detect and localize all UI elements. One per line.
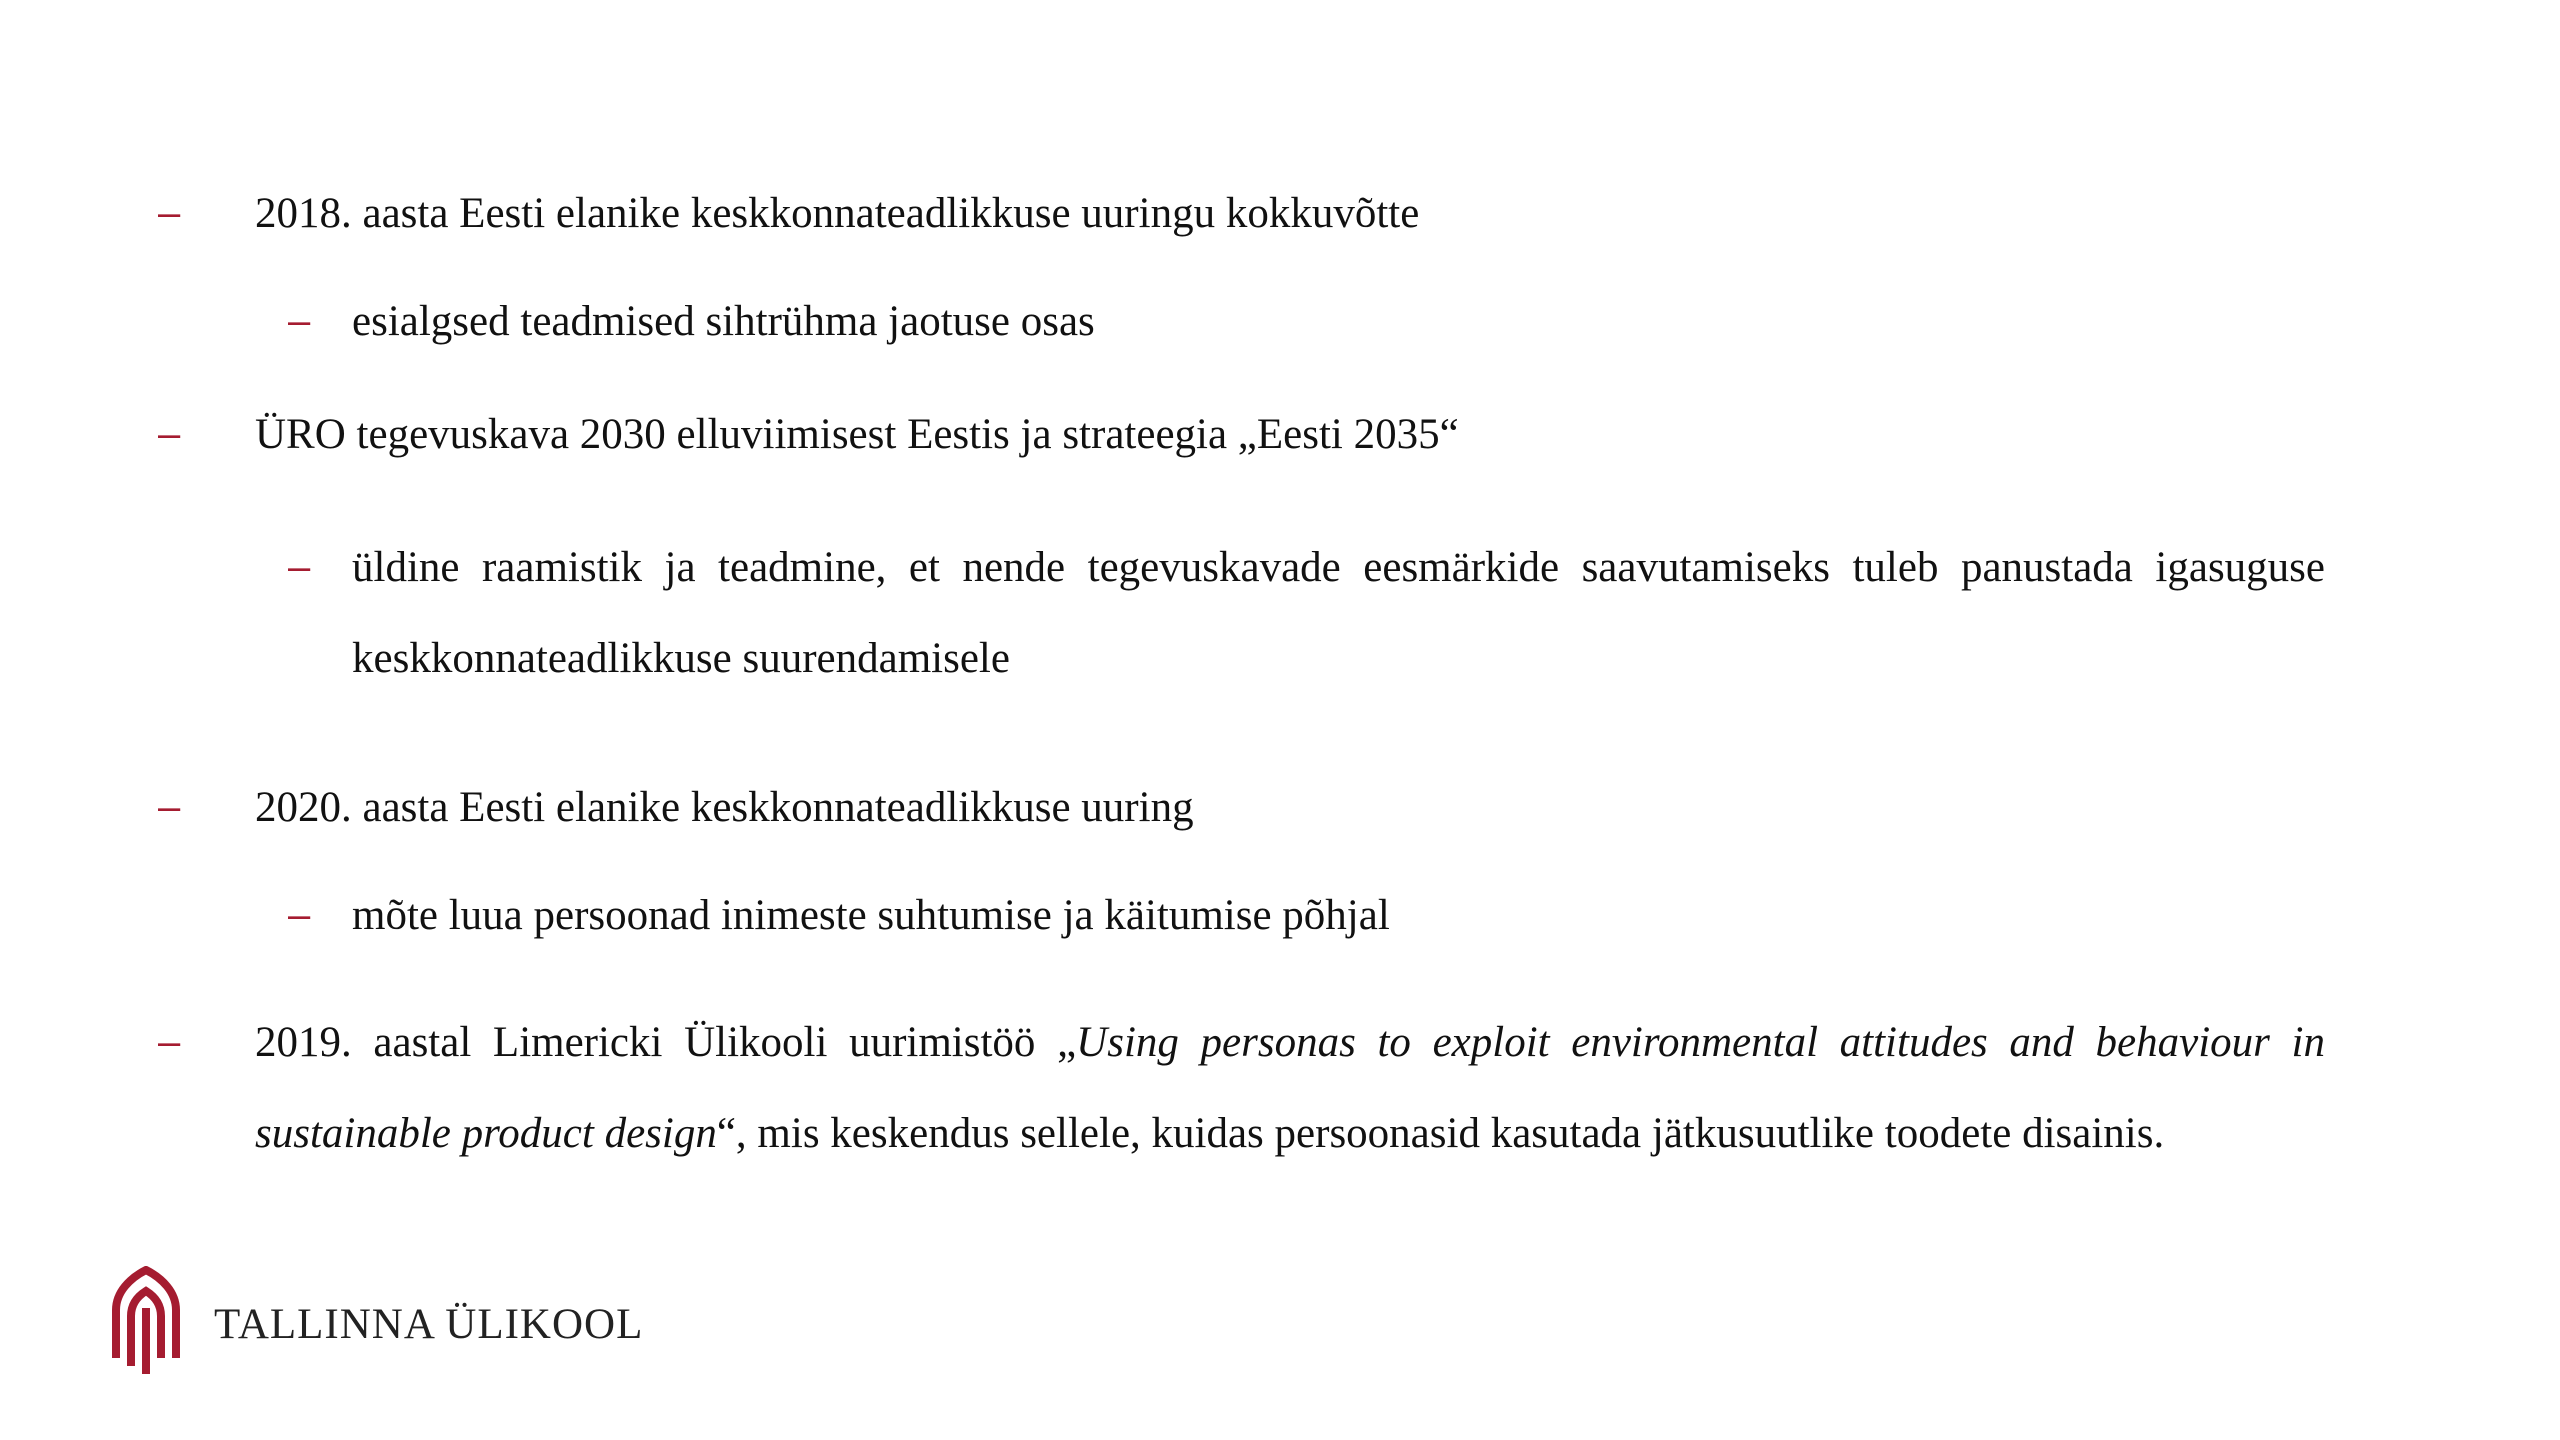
research-title: Using personas to exploit environmental attitudes and behaviour in sustainable product design [255, 1019, 2325, 1157]
bullet-text: 2020. aasta Eesti elanike keskkonnateadlikkuse uuring [255, 784, 1194, 831]
sub-bullet-text: mõte luua persoonad inimeste suhtumise ja käitumise põhjal [352, 892, 1390, 939]
bullet-item [158, 762, 2325, 853]
bullet-text: 2018. aasta Eesti elanike keskkonnateadlikkuse uuringu kokkuvõtte [255, 190, 1420, 237]
sub-bullet-text: üldine raamistik ja teadmine, et nende tegevuskavade eesmärkide saavutamiseks tuleb panustada igasuguse keskkonnateadlikkuse suurendamisele [352, 544, 2325, 682]
tallinn-university-arch-icon [110, 1266, 182, 1378]
bullet-dash-icon: – [158, 785, 181, 829]
bullet-dash-icon: – [158, 191, 181, 235]
bullet-dash-icon: – [158, 412, 181, 456]
bullet-dash-icon: – [288, 299, 311, 343]
bullet-dash-icon: – [158, 1020, 181, 1064]
bullet-text: ÜRO tegevuskava 2030 elluviimisest Eestis ja strateegia „Eesti 2035“ [255, 411, 1459, 458]
sub-bullet-text: esialgsed teadmised sihtrühma jaotuse osas [352, 298, 1095, 345]
bullet-dash-icon: – [288, 545, 311, 589]
bullet-text-after: “, mis keskendus sellele, kuidas persoonasid kasutada jätkusuutlike toodete disainis. [716, 1110, 2165, 1157]
sub-bullet-item [288, 276, 2325, 367]
sub-bullet-item [288, 870, 2325, 961]
university-logo [110, 1266, 643, 1378]
bullet-item [158, 168, 2325, 259]
bullet-text-before: 2019. aastal Limericki Ülikooli uurimistöö „ [255, 1019, 1077, 1066]
bullet-item [158, 389, 2325, 480]
bullet-item [158, 997, 2325, 1179]
sub-bullet-item [288, 522, 2325, 704]
bullet-dash-icon: – [288, 893, 311, 937]
logo-text: TALLINNA ÜLIKOOL [214, 1300, 644, 1348]
